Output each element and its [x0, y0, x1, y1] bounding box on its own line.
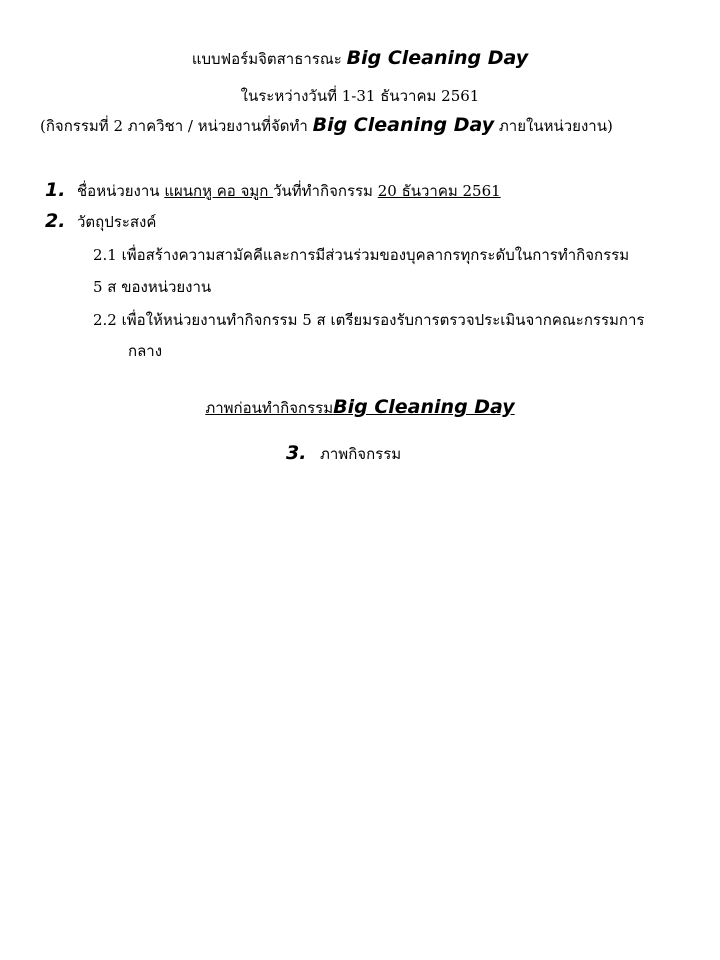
- objective-1-line-1: 2.1 เพื่อสร้างความสามัคคีและการมีส่วนร่วมของบุคลากรทุกระดับในการทำกิจกรรม: [93, 246, 630, 264]
- form-title: [0, 48, 720, 69]
- before-photo-heading: [0, 397, 720, 418]
- item-number: 2.: [45, 210, 66, 232]
- unit-label: ชื่อหน่วยงาน: [77, 182, 165, 200]
- activity-english: Big Cleaning Day: [312, 114, 495, 136]
- objective-2-line-1: 2.2 เพื่อให้หน่วยงานทำกิจกรรม 5 ส เตรียมรองรับการตรวจประเมินจากคณะกรรมการ: [93, 311, 645, 329]
- unit-value: แผนกหู คอ จมูก: [164, 182, 274, 200]
- item-number: 3.: [286, 442, 307, 464]
- period-line: ในระหว่างวันที่ 1-31 ธันวาคม 2561: [240, 87, 480, 105]
- item-activity-photos: [286, 443, 401, 464]
- before-label-thai: ภาพก่อนทำกิจกรรม: [205, 399, 334, 417]
- objective-2-line-2: กลาง: [128, 342, 163, 360]
- objective-1-line-2: 5 ส ของหน่วยงาน: [93, 278, 212, 296]
- activity-line: [40, 115, 613, 136]
- form-title-thai: แบบฟอร์มจิตสาธารณะ: [191, 50, 347, 68]
- item-unit: [45, 180, 501, 201]
- activity-prefix: (กิจกรรมที่ 2 ภาควิชา / หน่วยงานที่จัดทำ: [40, 117, 313, 135]
- activity-suffix: ภายในหน่วยงาน): [494, 117, 613, 135]
- item-number: 1.: [45, 179, 66, 201]
- date-label: วันที่ทำกิจกรรม: [273, 182, 378, 200]
- activity-photos-label: ภาพกิจกรรม: [320, 445, 402, 463]
- item-objectives: [45, 211, 156, 232]
- form-title-english: Big Cleaning Day: [346, 47, 529, 69]
- objectives-label: วัตถุประสงค์: [77, 213, 157, 231]
- date-value: 20 ธันวาคม 2561: [377, 182, 501, 200]
- before-label-english: Big Cleaning Day: [333, 396, 515, 418]
